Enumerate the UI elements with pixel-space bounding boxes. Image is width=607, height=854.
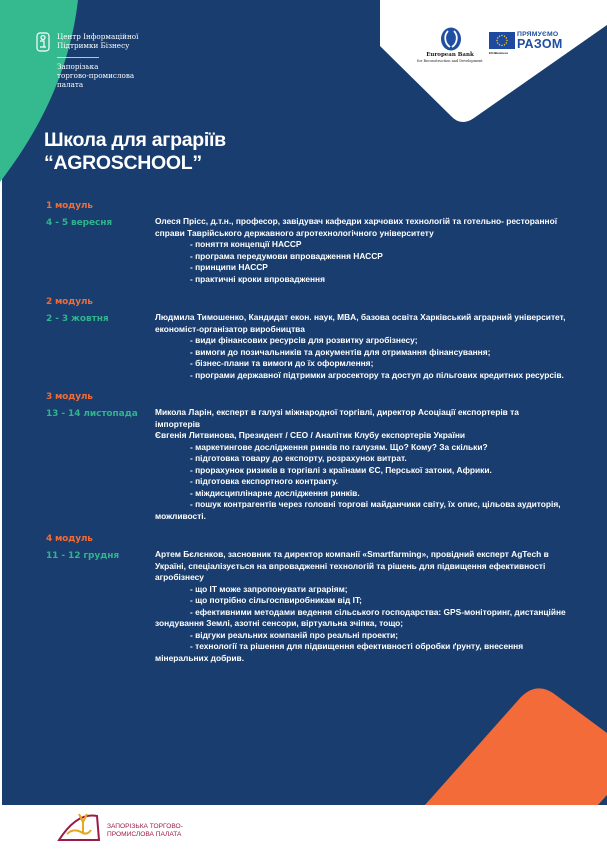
speaker-text: Артем Бєлєнков, засновник та директор компанії «Smartfarming», провідний експерт AgTech в: [155, 549, 549, 559]
speaker-text: Україні, спеціалізується на впровадженні технологій та рішень для підвищення ефективності: [155, 560, 546, 571]
topic-item: - пошук контрагентів через головні торгові майданчики світу, їх опис, цільова аудиторія,: [190, 499, 561, 509]
module-label: 4 модуль: [46, 534, 93, 544]
topic-item: - що IT може запропонувати аграріям;: [190, 583, 348, 594]
speaker-text: мінеральних добрив.: [155, 652, 245, 663]
ciib-sub-line2: торгово-промислова: [57, 71, 135, 80]
speaker-text: Людмила Тимошенко, Кандидат екон. наук, MBA, базова освіта Харківський аграрний університет,: [155, 312, 566, 322]
module-date: 11 - 12 грудня: [46, 551, 120, 561]
module-label: 2 модуль: [46, 297, 93, 307]
speaker-text: справи Таврійського державного агротехнологічного університету: [155, 227, 434, 238]
topic-item: - поняття концепції НАССР: [190, 239, 302, 249]
topic-item: - програма передумови впровадження НАССР: [190, 250, 383, 261]
ciib-divider: [57, 57, 99, 58]
title-line2: “AGROSCHOOL”: [44, 152, 202, 174]
speaker-text: зондування Землі, азотні сенсори, віртуальна зчіпка, тощо;: [155, 618, 404, 628]
eu-flag-icon: [489, 32, 515, 49]
module-description: [155, 216, 595, 285]
speaker-text: Олеся Прісс, д.т.н., професор, завідувач кафедри харчових технологій та готельно- ресторанної: [155, 216, 558, 226]
speaker-text: Євгенія Литвинова, Президент / CEO / Аналітик Клубу експортерів України: [155, 430, 466, 440]
topic-item: - що потрібно сільгоспвиробникам від IT;: [190, 595, 362, 605]
module-description: [155, 407, 595, 522]
zcci-emblem-icon: [57, 812, 101, 842]
speaker-text: імпортерів: [155, 418, 201, 429]
speaker-text: можливості.: [155, 510, 206, 521]
topic-item: - програми державної підтримки агросектору та доступ до пільгових кредитних ресурсів.: [190, 369, 564, 380]
topic-item: - вимоги до позичальників та документів для отримання фінансування;: [190, 346, 491, 357]
topic-item: - прорахунок ризиків в торгівлі з країнами ЄС, Перської затоки, Африки.: [190, 464, 492, 475]
ebrd-emblem-icon: [440, 27, 462, 51]
topic-item: - підготовка товару до експорту, розрахунок витрат.: [190, 453, 407, 463]
title-line1: Школа для аграріїв: [44, 129, 226, 151]
orange-corner-shape: [425, 688, 607, 805]
ciib-sub-line3: палата: [57, 80, 84, 89]
ebrd-name: European Bank: [426, 52, 474, 58]
eu4business-label: EU4Business: [489, 51, 509, 55]
module-date: 2 - 3 жовтня: [46, 314, 109, 324]
zcci-name-line1: ЗАПОРІЗЬКА ТОРГОВО-: [107, 823, 183, 830]
topic-item: - бізнес-плани та вимоги до їх оформлення;: [190, 358, 374, 368]
ebrd-subtitle: for Reconstruction and Development: [417, 59, 483, 63]
ciib-sub-line1: Запорізька: [57, 62, 99, 71]
topic-item: - підготовка експортного контракту.: [190, 476, 339, 486]
speaker-text: економіст-організатор виробництва: [155, 323, 305, 334]
speaker-text: агробізнесу: [155, 572, 204, 582]
topic-item: - технології та рішення для підвищення ефективності обробки ґрунту, внесення: [190, 641, 524, 651]
module-description: [155, 549, 595, 664]
speaker-text: Микола Ларін, експерт в галузі міжнародної торгівлі, директор Асоціації експортерів та: [155, 407, 519, 417]
topic-item: - ефективними методами ведення сільського господарства: GPS-моніторинг, дистанційне: [190, 606, 566, 617]
ebrd-logo: [408, 27, 492, 63]
zcci-name-line2: ПРОМИСЛОВА ПАЛАТА: [107, 831, 182, 838]
topic-item: - види фінансових ресурсів для розвитку агробізнесу;: [190, 335, 418, 345]
ciib-name-line1: Центр Інформаційної: [57, 32, 139, 41]
module-label: 3 модуль: [46, 392, 93, 402]
eu-slogan-main: РАЗОМ: [517, 37, 563, 51]
topic-item: - практичні кроки впровадження: [190, 273, 325, 284]
ciib-name-line2: Підтримки Бізнесу: [57, 41, 130, 50]
ciib-info-icon: [36, 32, 50, 52]
module-label: 1 модуль: [46, 201, 93, 211]
topic-item: - принципи НАССР: [190, 262, 268, 272]
topic-item: - маркетингове дослідження ринків по галузям. Що? Кому? За скільки?: [190, 441, 488, 452]
module-description: [155, 312, 595, 381]
topic-item: - міждисциплінарне дослідження ринків.: [190, 487, 360, 498]
eu-slogan-top: ПРЯМУЄМО: [517, 31, 559, 38]
module-date: 13 - 14 листопада: [46, 409, 138, 419]
module-date: 4 - 5 вересня: [46, 218, 113, 228]
page-title: [44, 129, 226, 175]
topic-item: - відгуки реальних компаній про реальні проекти;: [190, 629, 399, 640]
